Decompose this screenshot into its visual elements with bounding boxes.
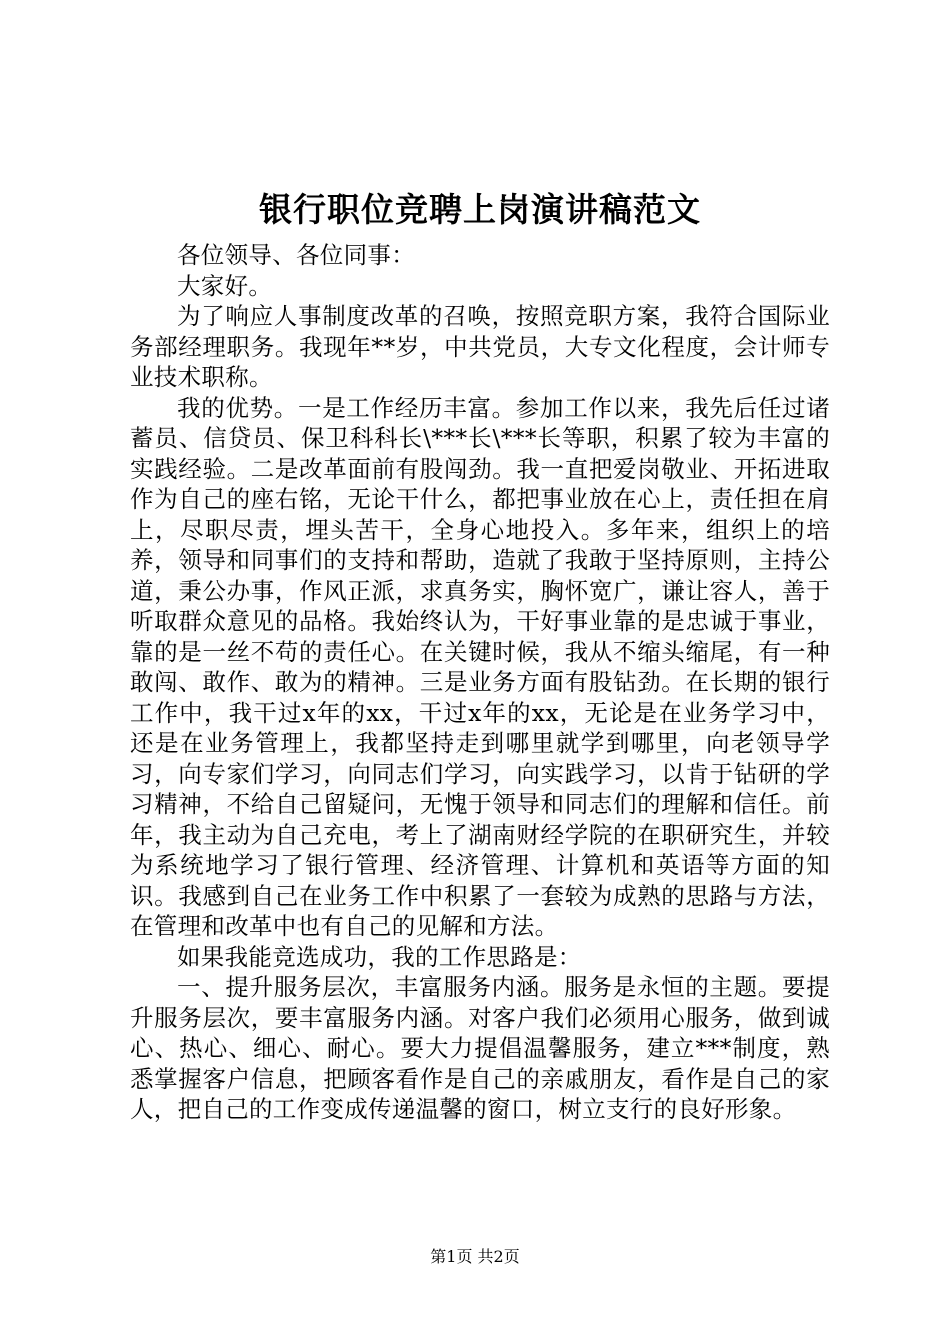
document-title: 银行职位竞聘上岗演讲稿范文	[259, 190, 701, 229]
page-number-footer: 第1页 共2页	[430, 1247, 520, 1266]
body-paragraph: 如果我能竞选成功，我的工作思路是：	[177, 942, 582, 971]
document-page	[130, 180, 830, 1125]
body-paragraph: 一、提升服务层次，丰富服务内涵。服务是永恒的主题。要提升服务层次，要丰富服务内涵。对客户我们必须用心服务，做到诚心、热心、细心、耐心。要大力提倡温馨服务，建立***制度，熟悉掌握客户信息，把顾客看作是自己的亲戚朋友，看作是自己的家人，把自己的工作变成传递温馨的窗口，树立支行的良好形象。	[130, 973, 830, 1123]
document-body	[130, 240, 830, 1125]
salutation: 各位领导、各位同事：	[177, 241, 415, 269]
body-paragraph: 为了响应人事制度改革的召唤，按照竞职方案，我符合国际业务部经理职务。我现年**岁，中共党员，大专文化程度，会计师专业技术职称。	[130, 302, 830, 391]
body-paragraph: 我的优势。一是工作经历丰富。参加工作以来，我先后任过诸蓄员、信贷员、保卫科科长\***长\***长等职，积累了较为丰富的实践经验。二是改革面前有股闯劲。我一直把爱岗敬业、开拓进取作为自己的座右铭，无论干什么，都把事业放在心上，责任担在肩上，尽职尽责，埋头苦干，全身心地投入。多年来，组织上的培养，领导和同事们的支持和帮助，造就了我敢于坚持原则，主持公道，秉公办事，作风正派，求真务实，胸怀宽广，谦让容人，善于听取群众意见的品格。我始终认为，干好事业靠的是忠诚于事业，靠的是一丝不苟的责任心。在关键时候，我从不缩头缩尾，有一种敢闯、敢作、敢为的精神。三是业务方面有股钻劲。在长期的银行工作中，我干过x年的xx，干过x年的xx，无论是在业务学习中，还是在业务管理上，我都坚持走到哪里就学到哪里，向老领导学习，向专家们学习，向同志们学习，向实践学习，以肯于钻研的学习精神，不给自己留疑问，无愧于领导和同志们的理解和信任。前年，我主动为自己充电，考上了湖南财经学院的在职研究生，并较为系统地学习了银行管理、经济管理、计算机和英语等方面的知识。我感到自己在业务工作中积累了一套较为成熟的思路与方法，在管理和改革中也有自己的见解和方法。	[130, 393, 830, 940]
greeting: 大家好。	[177, 271, 273, 300]
